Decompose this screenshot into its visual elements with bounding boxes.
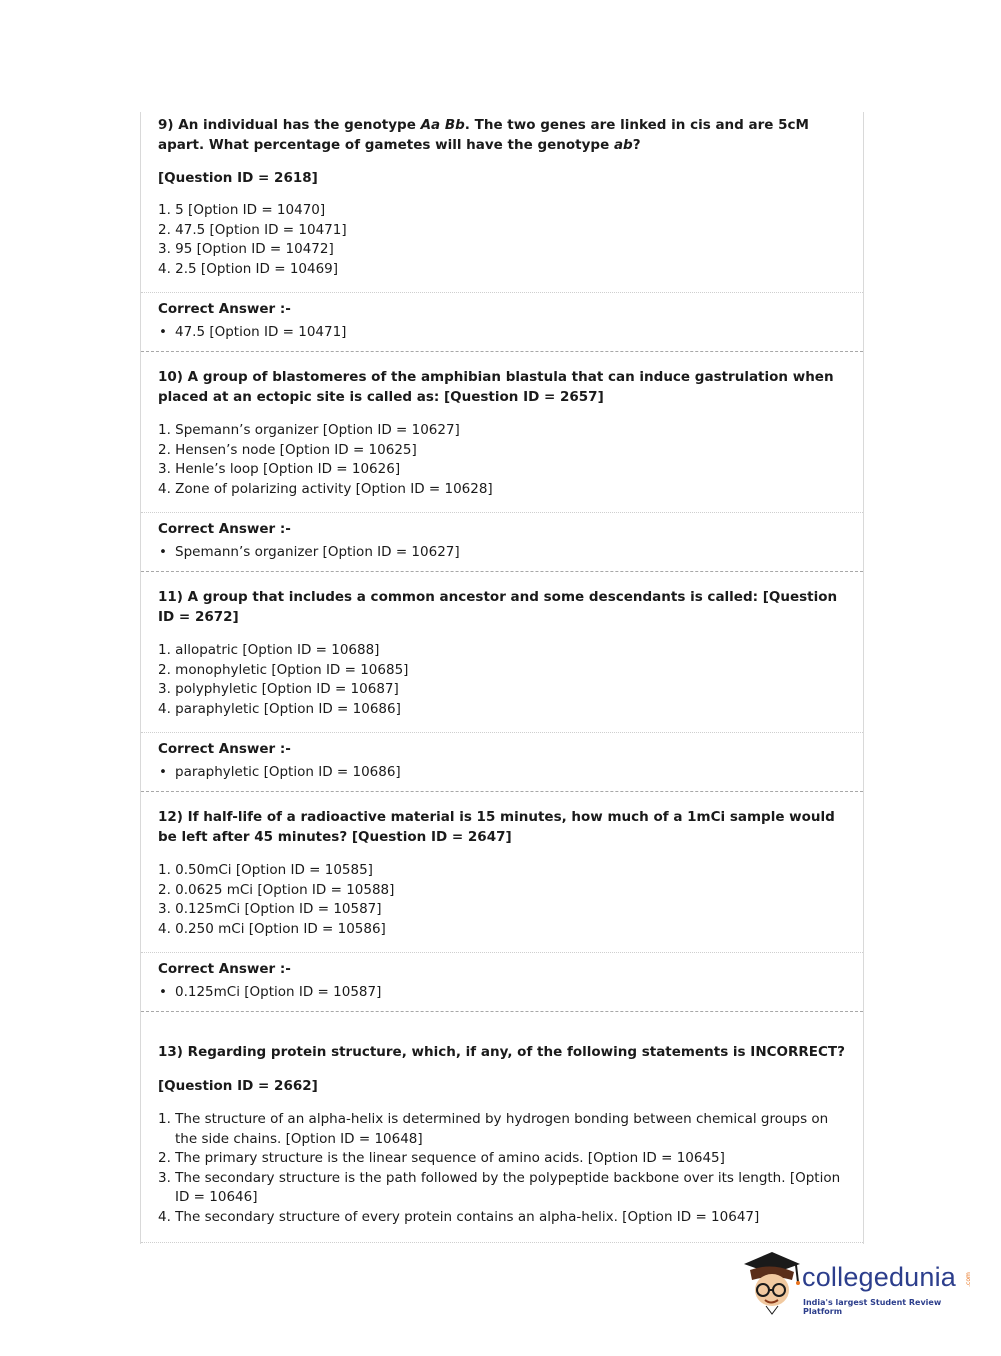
option: 4. 2.5 [Option ID = 10469] xyxy=(158,260,339,277)
option: 2. 0.0625 mCi [Option ID = 10588] xyxy=(158,881,395,898)
correct-answer: • 47.5 [Option ID = 10471] xyxy=(158,323,848,343)
question-separator xyxy=(141,791,863,792)
logo-tagline: India's largest Student Review Platform xyxy=(803,1298,942,1316)
question-12-text: 12) If half-life of a radioactive material is 15 minutes, how much of a 1mCi sample would be left after 45 minutes? [Question ID = 2647] xyxy=(158,809,835,845)
option: 3. 95 [Option ID = 10472] xyxy=(158,241,334,257)
question-11 xyxy=(158,588,848,627)
option: 3. polyphyletic [Option ID = 10687] xyxy=(158,681,399,697)
divider xyxy=(141,732,863,733)
question-separator xyxy=(141,1011,863,1012)
option: 1. The structure of an alpha-helix is determined by hydrogen bonding between chemical groups on the side chains. [Option ID = 10648] xyxy=(158,1111,829,1147)
option: 1. Spemann’s organizer [Option ID = 10627] xyxy=(158,422,460,438)
question-13-text: 13) Regarding protein structure, which, if any, of the following statements is INCORRECT? xyxy=(158,1044,845,1060)
question-9-text: 9) An individual has the genotype Aa Bb. The two genes are linked in cis and are 5cM apart. What percentage of gametes will have the genotype ab? xyxy=(158,117,809,153)
question-separator xyxy=(141,351,863,352)
option: 4. Zone of polarizing activity [Option ID = 10628] xyxy=(158,480,493,497)
question-10-options xyxy=(158,421,848,499)
question-12-answer: Correct Answer :- • 0.125mCi [Option ID = 10587] xyxy=(158,960,848,1002)
question-10 xyxy=(158,368,848,407)
question-11-options xyxy=(158,641,848,719)
option: 2. 47.5 [Option ID = 10471] xyxy=(158,221,347,238)
question-13 xyxy=(158,1043,848,1063)
option: 4. 0.250 mCi [Option ID = 10586] xyxy=(158,920,386,937)
divider xyxy=(141,512,863,513)
question-9-id: [Question ID = 2618] xyxy=(158,170,318,186)
question-13-options xyxy=(158,1110,848,1227)
question-9-answer: Correct Answer :- • 47.5 [Option ID = 10471] xyxy=(158,300,848,342)
option: 1. 5 [Option ID = 10470] xyxy=(158,202,326,218)
question-13-id: [Question ID = 2662] xyxy=(158,1078,318,1094)
divider xyxy=(141,952,863,953)
option: 4. The secondary structure of every protein contains an alpha-helix. [Option ID = 10647] xyxy=(158,1208,760,1225)
option: 2. Hensen’s node [Option ID = 10625] xyxy=(158,441,417,458)
question-12-options xyxy=(158,861,848,939)
correct-answer: • paraphyletic [Option ID = 10686] xyxy=(158,763,848,783)
question-11-text: 11) A group that includes a common ancestor and some descendants is called: [Question ID = 2672] xyxy=(158,589,838,625)
option: 1. allopatric [Option ID = 10688] xyxy=(158,642,380,658)
option: 3. The secondary structure is the path followed by the polypeptide backbone over its length. [Option ID = 10646] xyxy=(158,1169,841,1205)
option: 4. paraphyletic [Option ID = 10686] xyxy=(158,700,401,717)
question-10-answer: Correct Answer :- • Spemann’s organizer [Option ID = 10627] xyxy=(158,520,848,562)
correct-answer: • 0.125mCi [Option ID = 10587] xyxy=(158,983,848,1003)
logo-wordmark: collegedunia xyxy=(802,1262,957,1292)
option: 2. monophyletic [Option ID = 10685] xyxy=(158,661,409,678)
question-11-answer: Correct Answer :- • paraphyletic [Option ID = 10686] xyxy=(158,740,848,782)
question-separator xyxy=(141,571,863,572)
divider xyxy=(141,292,863,293)
option: 3. Henle’s loop [Option ID = 10626] xyxy=(158,461,401,477)
option: 1. 0.50mCi [Option ID = 10585] xyxy=(158,862,373,878)
question-9-options xyxy=(158,201,848,279)
option: 3. 0.125mCi [Option ID = 10587] xyxy=(158,901,382,917)
question-9 xyxy=(158,116,848,155)
question-sheet xyxy=(140,112,864,1244)
option: 2. The primary structure is the linear sequence of amino acids. [Option ID = 10645] xyxy=(158,1150,725,1166)
logo-com: .com xyxy=(964,1272,972,1287)
question-10-text: 10) A group of blastomeres of the amphibian blastula that can induce gastrulation when placed at an ectopic site is called as: [Question ID = 2657] xyxy=(158,369,834,405)
mascot-icon xyxy=(742,1250,804,1320)
collegedunia-logo xyxy=(742,1250,972,1320)
question-12 xyxy=(158,808,848,847)
correct-answer: • Spemann’s organizer [Option ID = 10627] xyxy=(158,543,848,563)
divider xyxy=(141,1242,863,1243)
